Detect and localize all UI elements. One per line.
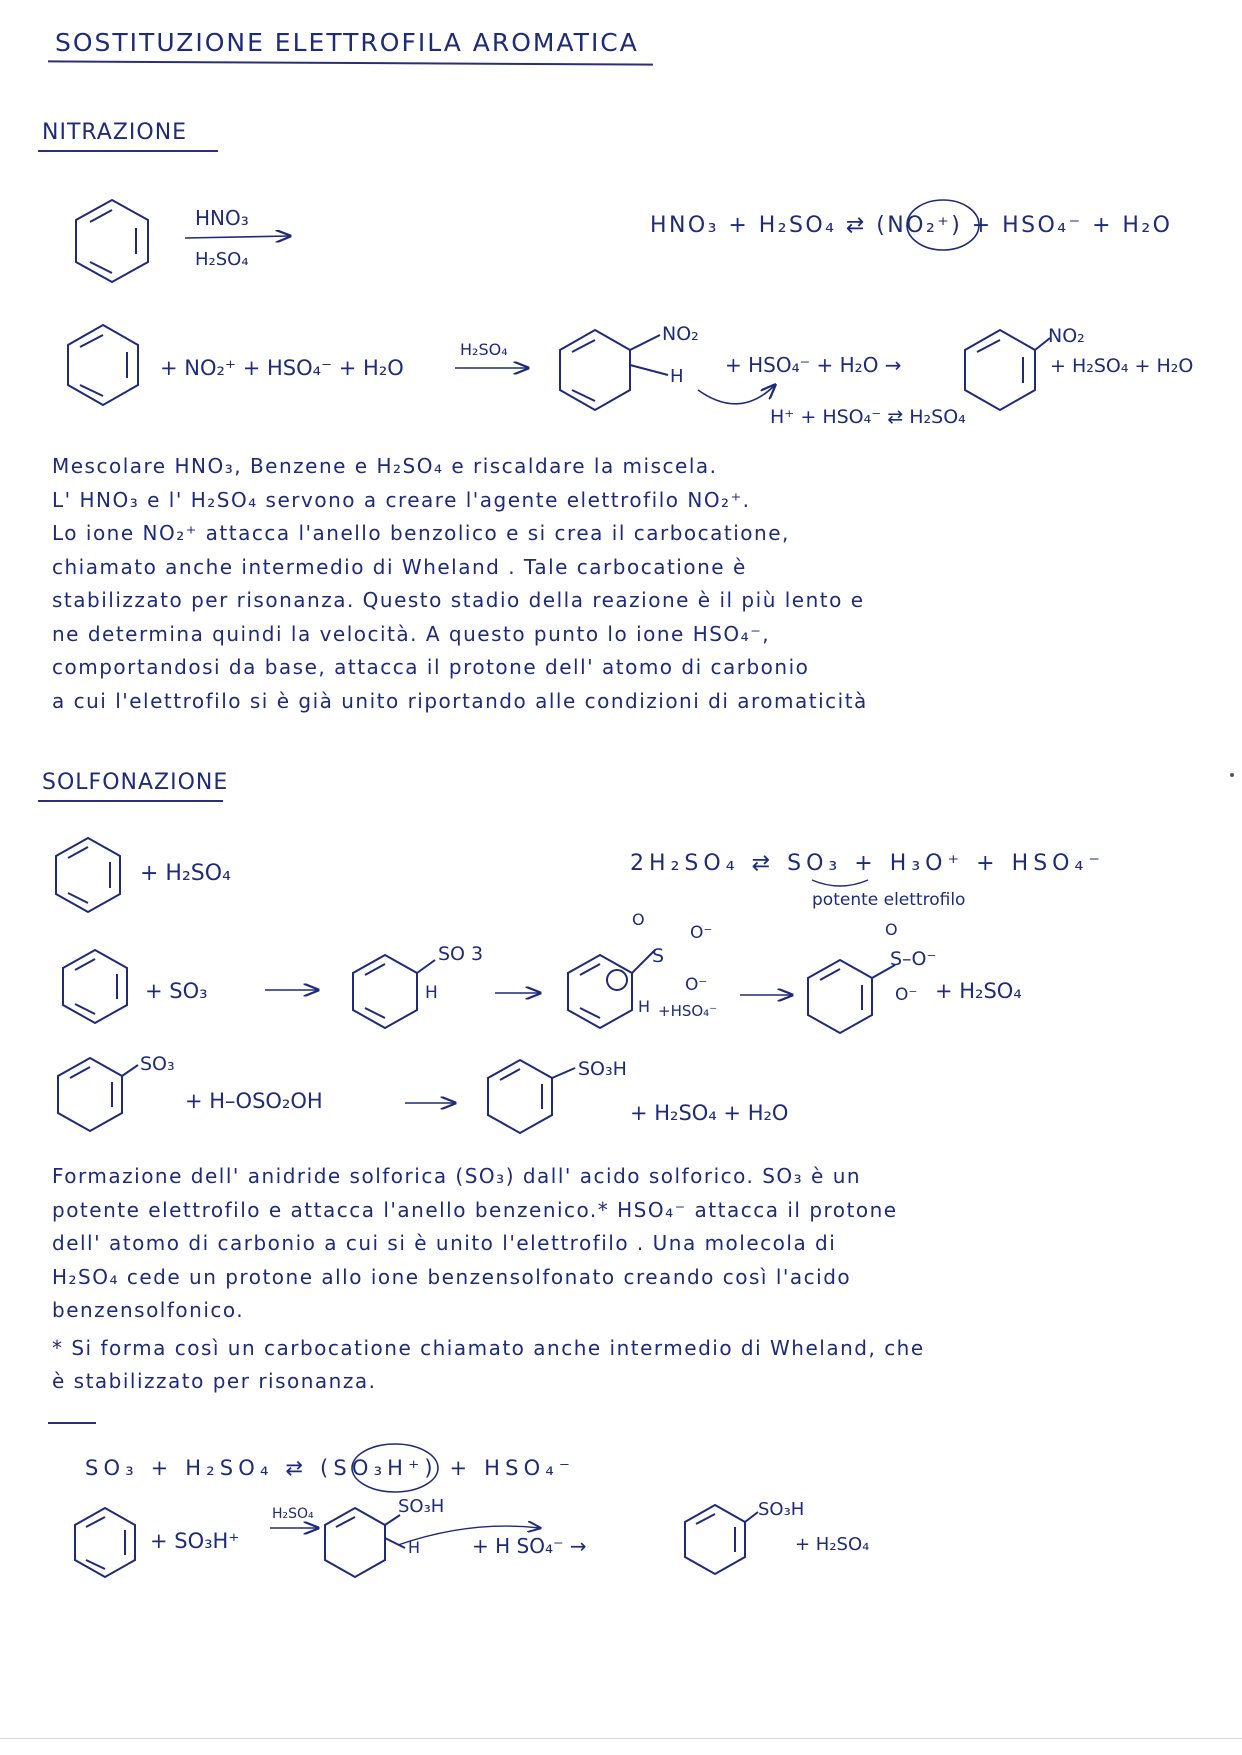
nitration-step-left: + NO₂⁺ + HSO₄⁻ + H₂O — [160, 356, 404, 380]
paragraph-line: Formazione dell' anidride solforica (SO₃) dall' acido solforico. SO₃ è un — [52, 1164, 862, 1188]
paragraph-line: H₂SO₄ cede un protone allo ione benzensolfonato creando così l'acido — [52, 1264, 852, 1289]
page-title: SOSTITUZIONE ELETTROFILA AROMATICA — [55, 28, 639, 57]
wheland-intermediate — [568, 950, 655, 1028]
benzenesulfonate-ring — [808, 960, 895, 1033]
benzene-ring — [75, 1508, 135, 1577]
paragraph-line: dell' atomo di carbonio a cui si è unito l'elettrofilo . Una molecola di — [52, 1231, 837, 1255]
product-group: NO₂ — [1048, 325, 1085, 347]
paragraph-line: chiamato anche intermedio di Wheland . Tale carbocatione è — [52, 554, 747, 579]
alt-product-group: SO₃H — [578, 1058, 627, 1080]
paragraph-line: Mescolare HNO₃, Benzene e H₂SO₄ e riscaldare la miscela. — [52, 454, 718, 478]
nitronium-equilibrium: HNO₃ + H₂SO₄ ⇄ (NO₂⁺) + HSO₄⁻ + H₂O — [650, 213, 1170, 238]
benzene-ring — [58, 1058, 138, 1131]
benzene-ring — [76, 200, 148, 282]
last-reagent: + SO₃H⁺ — [150, 1529, 240, 1553]
section-heading-nitration: NITRAZIONE — [42, 120, 188, 145]
step1-h: H — [425, 983, 438, 1003]
step3-o-top: O — [885, 920, 898, 939]
step1-reagent: + SO₃ — [145, 979, 208, 1003]
page-edge — [0, 1738, 1242, 1739]
paragraph-line: comportandosi da base, attacca il protone dell' atomo di carbonio — [52, 655, 810, 679]
benzenesulfonic-ring — [488, 1060, 575, 1133]
paragraph-line: L' HNO₃ e l' H₂SO₄ servono a creare l'agente elettrofilo NO₂⁺. — [52, 487, 751, 512]
paragraph-line: ne determina quindi la velocità. A questo punto lo ione HSO₄⁻, — [52, 621, 771, 646]
sulfonation-start: + H₂SO₄ — [140, 861, 231, 886]
alt-side: + H₂SO₄ + H₂O — [630, 1101, 789, 1125]
paragraph-line: stabilizzato per risonanza. Questo stadio della reazione è il più lento e — [52, 588, 865, 612]
alt-group: SO₃ — [140, 1053, 175, 1075]
last-h: H — [408, 1538, 421, 1557]
section-heading-sulfonation: SOLFONAZIONE — [42, 770, 229, 795]
last-side: + H₂SO₄ — [795, 1534, 870, 1555]
reaction-arrow — [185, 236, 290, 238]
footnote-line: * Si forma così un carbocatione chiamato anche intermedio di Wheland, che — [52, 1335, 925, 1360]
wheland-intermediate — [560, 330, 668, 410]
arrow-label: H₂SO₄ — [460, 340, 508, 359]
step1-group: SO 3 — [438, 943, 484, 965]
last-product-group: SO₃H — [758, 1499, 805, 1520]
paragraph-line: benzensolfonico. — [52, 1298, 245, 1322]
reagent-bottom: H₂SO₄ — [195, 249, 249, 270]
benzenesulfonic-ring — [685, 1505, 758, 1574]
benzene-ring — [56, 838, 120, 912]
reagent-top: HNO₃ — [195, 206, 249, 230]
step2-o-minus: O⁻ — [690, 923, 713, 943]
paragraph-line: potente elettrofilo e attacca l'anello benzenico.* HSO₄⁻ attacca il protone — [52, 1197, 898, 1222]
sulfonation-paragraph — [52, 1160, 1232, 1399]
step2-o-top: O — [632, 910, 645, 929]
step2-s: S — [652, 945, 665, 967]
section-underline-sulfonation — [38, 800, 223, 802]
step3-group: S–O⁻ — [890, 948, 937, 970]
nitration-paragraph — [52, 450, 1232, 718]
nitrobenzene-ring — [965, 330, 1050, 410]
curved-arrow — [698, 385, 775, 404]
product-side: + H₂SO₄ + H₂O — [1050, 355, 1194, 377]
underline-brace — [812, 880, 868, 886]
benzene-ring — [63, 950, 127, 1023]
equilibrium-note: potente elettrofilo — [812, 890, 966, 910]
last-arrow-label: H₂SO₄ — [272, 1506, 314, 1522]
separator-stroke — [48, 1422, 96, 1424]
intermediate-h: H — [670, 366, 684, 387]
benzene-ring — [68, 325, 138, 405]
sulfonation-eq2: SO₃ + H₂SO₄ ⇄ (SO₃H⁺) + HSO₄⁻ — [85, 1456, 570, 1480]
alt-reagent: + H–OSO₂OH — [185, 1089, 323, 1113]
wheland-intermediate — [353, 955, 435, 1028]
step2-o-minus-2: O⁻ — [685, 975, 708, 995]
step2-h: H — [638, 997, 651, 1016]
last-base: + H SO₄⁻ → — [472, 1534, 587, 1558]
paragraph-line: a cui l'elettrofilo si è già unito riportando alle condizioni di aromaticità — [52, 688, 868, 713]
step2-base: +HSO₄⁻ — [658, 1002, 718, 1020]
step3-o-bottom: O⁻ — [895, 985, 918, 1005]
last-group: SO₃H — [398, 1496, 445, 1517]
sulfonation-equilibrium: 2H₂SO₄ ⇄ SO₃ + H₃O⁺ + HSO₄⁻ — [630, 851, 1100, 876]
margin-dot — [1230, 773, 1234, 777]
side-reaction: H⁺ + HSO₄⁻ ⇄ H₂SO₄ — [770, 406, 966, 428]
nitration-step-middle: + HSO₄⁻ + H₂O → — [725, 353, 902, 377]
wheland-intermediate — [325, 1508, 405, 1577]
paragraph-line: Lo ione NO₂⁺ attacca l'anello benzolico e si crea il carbocatione, — [52, 521, 790, 545]
intermediate-group: NO₂ — [662, 323, 699, 345]
footnote-line: è stabilizzato per risonanza. — [52, 1369, 377, 1393]
step3-side: + H₂SO₄ — [935, 979, 1022, 1003]
